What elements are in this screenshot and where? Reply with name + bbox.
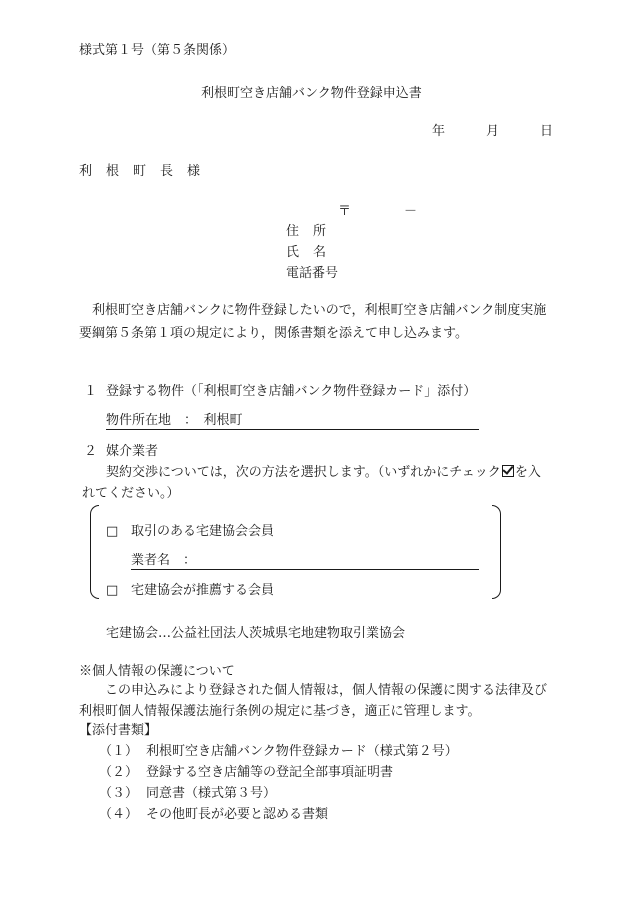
instruction-text-after: を入 bbox=[514, 465, 541, 480]
address-label: 住所 bbox=[286, 224, 341, 239]
postal-dash: － bbox=[404, 204, 418, 219]
option2-label: 宅建協会が推薦する会員 bbox=[131, 583, 275, 598]
date-month: 月 bbox=[486, 124, 500, 139]
attachment-item-num: （１） bbox=[99, 744, 139, 759]
privacy-text: この申込みにより登録された個人情報は，個人情報の保護に関する法律及び利根町個人情報保護法施行条例の規定に基づき，適正に管理します。 bbox=[79, 683, 548, 719]
instruction-text-before: 契約交渉については，次の方法を選択します。（いずれかにチェック bbox=[106, 465, 501, 480]
attachment-item-num: （４） bbox=[99, 807, 139, 822]
option1-checkbox[interactable]: □ bbox=[106, 524, 119, 539]
attachment-item-text: その他町長が必要と認める書類 bbox=[146, 807, 329, 822]
privacy-heading: ※個人情報の保護について bbox=[79, 664, 235, 679]
options-bracket-right bbox=[492, 505, 501, 599]
attachment-item-text: 同意書（様式第３号） bbox=[146, 786, 277, 801]
postal-mark: 〒 bbox=[338, 204, 352, 219]
option2-checkbox[interactable]: □ bbox=[106, 583, 119, 598]
section2-title: 媒介業者 bbox=[106, 444, 159, 459]
form-title: 利根町空き店舗バンク物件登録申込書 bbox=[201, 86, 422, 101]
checked-box-icon bbox=[502, 465, 514, 477]
attachment-item-text: 登録する空き店舗等の登記全部事項証明書 bbox=[146, 765, 394, 780]
form-number: 様式第１号（第５条関係） bbox=[79, 43, 236, 58]
attachment-item-num: （３） bbox=[99, 786, 139, 801]
addressee: 利根町長様 bbox=[79, 164, 215, 179]
section1-number: １ bbox=[84, 384, 98, 399]
section2-instruction bbox=[106, 465, 541, 481]
name-label: 氏名 bbox=[286, 245, 341, 260]
option1-label: 取引のある宅建協会会員 bbox=[131, 524, 275, 539]
section1-title: 登録する物件（「利根町空き店舗バンク物件登録カード」添付） bbox=[106, 384, 477, 399]
date-year: 年 bbox=[432, 124, 446, 139]
association-note: 宅建協会…公益社団法人茨城県宅地建物取引業協会 bbox=[106, 626, 406, 641]
dealer-name-label: 業者名 ： bbox=[131, 553, 197, 568]
property-location-line bbox=[106, 429, 479, 430]
property-location-label: 物件所在地 ： 利根町 bbox=[106, 413, 243, 428]
attachments-heading: 【添付書類】 bbox=[79, 723, 158, 738]
attachment-item-num: （２） bbox=[99, 765, 139, 780]
dealer-name-line[interactable] bbox=[131, 569, 479, 570]
phone-label: 電話番号 bbox=[286, 266, 339, 281]
section2-number: ２ bbox=[84, 444, 98, 459]
attachment-item-text: 利根町空き店舗バンク物件登録カード（様式第２号） bbox=[146, 744, 458, 759]
date-day: 日 bbox=[540, 124, 554, 139]
intro-paragraph: 利根町空き店舗バンクに物件登録したいので，利根町空き店舗バンク制度実施要綱第５条第１項の規定により，関係書類を添えて申し込みます。 bbox=[79, 303, 547, 341]
section2-instruction-line2: れてください。） bbox=[82, 486, 180, 501]
options-bracket-left bbox=[90, 505, 99, 599]
